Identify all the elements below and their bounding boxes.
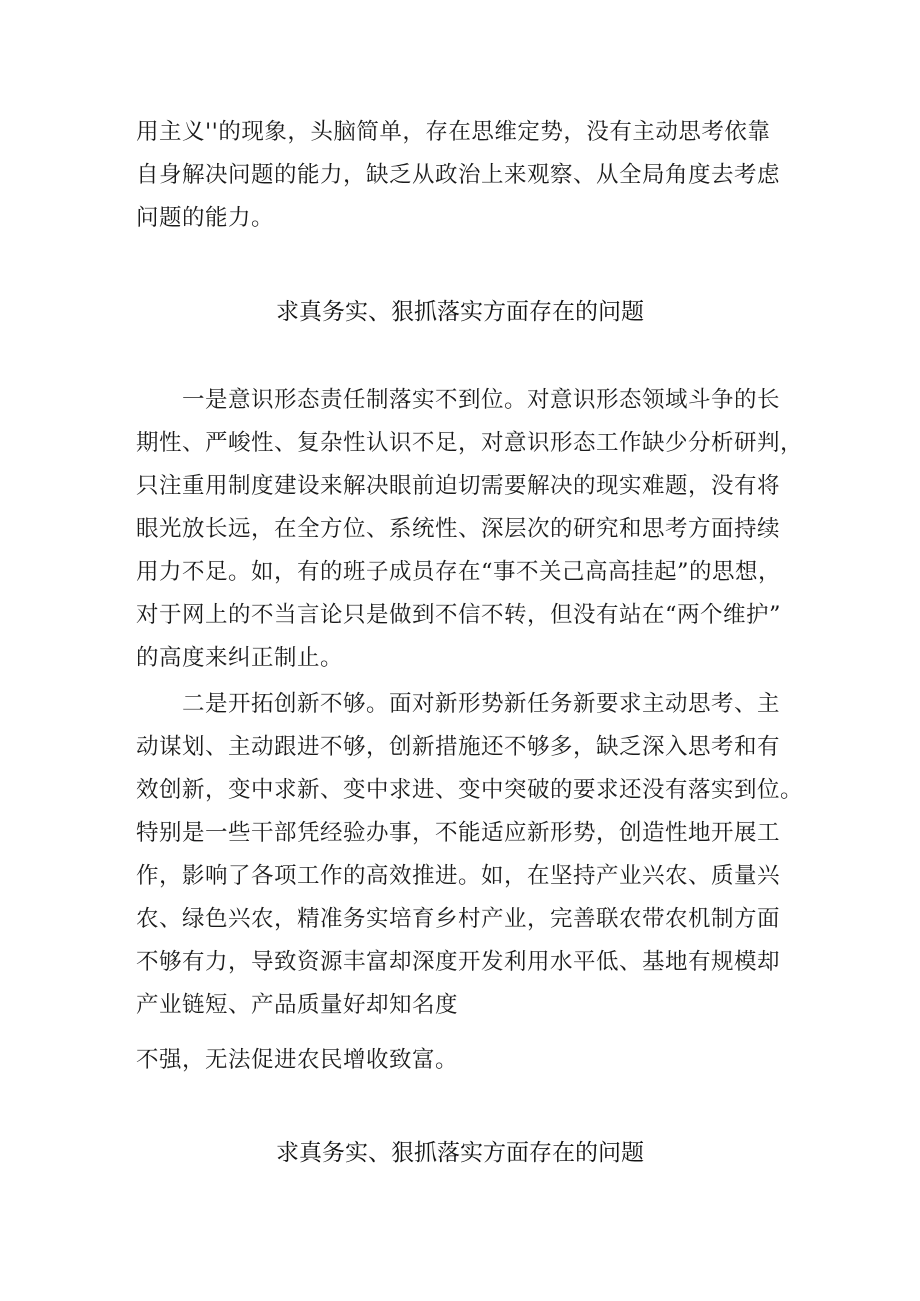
body-text-line: 农、绿色兴农，精准务实培育乡村产业，完善联农带农机制方面 <box>136 906 781 932</box>
body-text-line: 用力不足。如，有的班子成员存在“事不关己高高挂起”的思想， <box>136 559 782 585</box>
body-text-line: 作，影响了各项工作的高效推进。如，在坚持产业兴农、质量兴 <box>136 863 781 889</box>
body-text-line: 只注重用制度建设来解决眼前迫切需要解决的现实难题，没有将 <box>136 473 781 499</box>
body-text-line: 不强，无法促进农民增收致富。 <box>136 1047 459 1073</box>
body-text-line: 期性、严峻性、复杂性认识不足，对意识形态工作缺少分析研判， <box>136 430 804 456</box>
body-text-line: 二是开拓创新不够。面对新形势新任务新要求主动思考、主 <box>182 691 781 717</box>
body-text-line: 一是意识形态责任制落实不到位。对意识形态领域斗争的长 <box>182 387 781 413</box>
body-text-line: 动谋划、主动跟进不够，创新措施还不够多，缺乏深入思考和有 <box>136 734 781 760</box>
section-heading: 求真务实、狠抓落实方面存在的问题 <box>276 299 644 325</box>
body-text-line: 效创新，变中求新、变中求进、变中突破的要求还没有落实到位。 <box>136 777 804 803</box>
body-text-line: 眼光放长远，在全方位、系统性、深层次的研究和思考方面持续 <box>136 516 781 542</box>
body-text-line: 不够有力，导致资源丰富却深度开发利用水平低、基地有规模却 <box>136 949 781 975</box>
body-text-line: 的高度来纠正制止。 <box>136 645 344 671</box>
section-heading: 求真务实、狠抓落实方面存在的问题 <box>276 1140 644 1166</box>
body-text-line: 对于网上的不当言论只是做到不信不转，但没有站在“两个维护” <box>136 602 782 628</box>
body-text-line: 特别是一些干部凭经验办事，不能适应新形势，创造性地开展工 <box>136 820 781 846</box>
body-text-line: 用主义''的现象，头脑简单，存在思维定势，没有主动思考依靠 <box>136 119 771 145</box>
body-text-line: 问题的能力。 <box>136 205 275 231</box>
body-text-line: 产业链短、产品质量好却知名度 <box>136 992 459 1018</box>
body-text-line: 自身解决问题的能力，缺乏从政治上来观察、从全局角度去考虑 <box>136 162 781 188</box>
